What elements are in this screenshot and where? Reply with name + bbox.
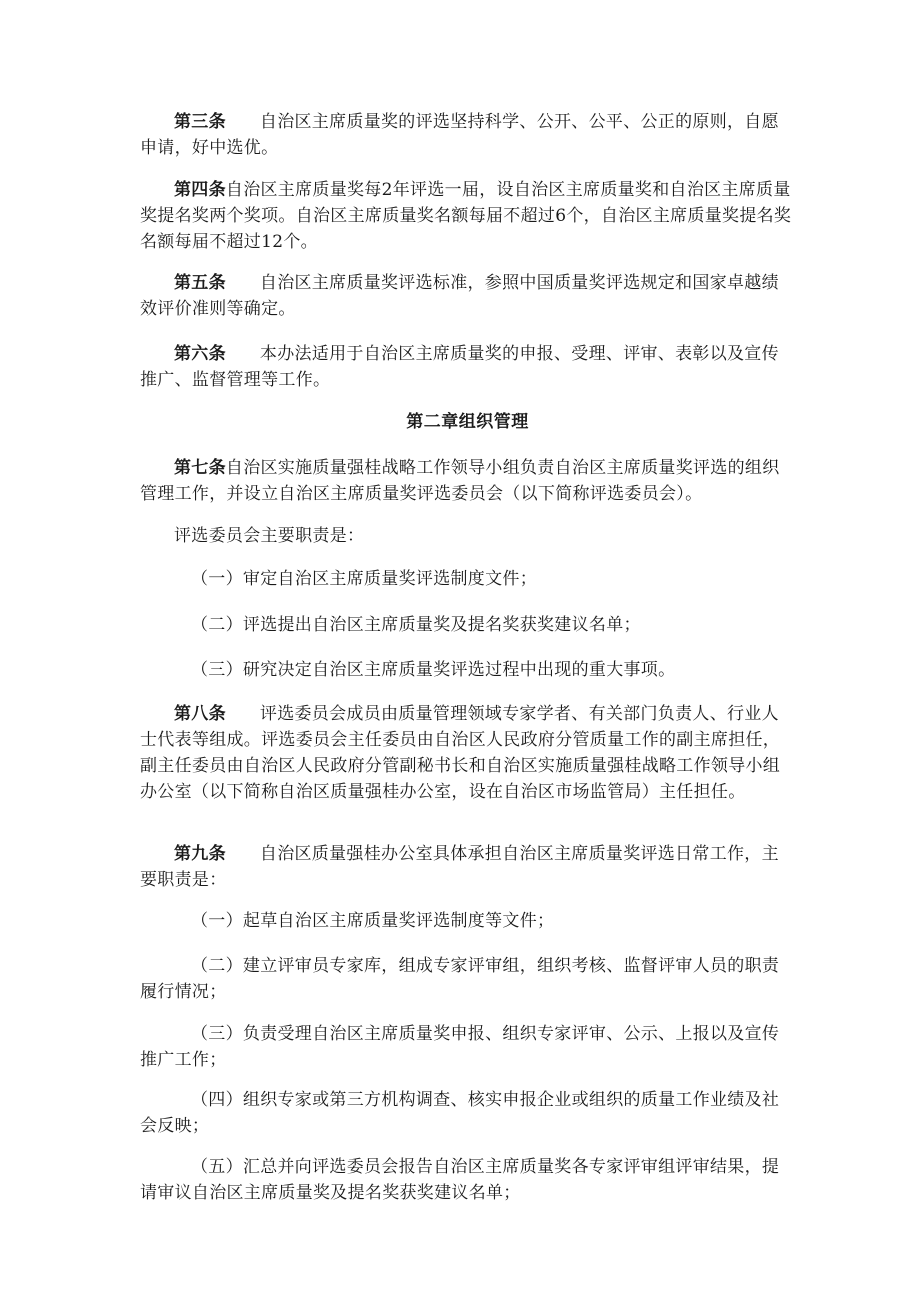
article-heading: 第四条: [174, 180, 226, 200]
article-heading: 第三条: [174, 112, 226, 132]
article-text: 评选委员会成员由质量管理领域专家学者、有关部门负责人、行业人士代表等组成。评选委员会主任委员由自治区人民政府分管质量工作的副主席担任，副主任委员由自治区人民政府分管副秘书长和自治区实施质量强桂战略工作领导小组办公室（以下简称自治区质量强桂办公室，设在自治区市场监管局）主任担任。: [140, 704, 781, 802]
article-7: [140, 455, 795, 507]
list-item: （三）负责受理自治区主席质量奖申报、组织专家评审、公示、上报以及宣传推广工作；: [140, 1024, 780, 1070]
article-4: [140, 177, 795, 255]
list-item: （二）建立评审员专家库，组成专家评审组，组织考核、监督评审人员的职责履行情况；: [140, 956, 780, 1002]
article-text: 自治区主席质量奖每2年评选一届，设自治区主席质量奖和自治区主席质量奖提名奖两个奖项。自治区主席质量奖名额每届不超过6个，自治区主席质量奖提名奖名额每届不超过12个。: [140, 180, 792, 252]
article-5: [140, 270, 795, 322]
article-heading: 第八条: [174, 704, 226, 724]
article-9: [140, 841, 795, 893]
list-item: （四）组织专家或第三方机构调查、核实申报企业或组织的质量工作业绩及社会反映；: [140, 1090, 780, 1136]
list-item: （一）起草自治区主席质量奖评选制度等文件；: [191, 911, 555, 931]
list-item: （三）研究决定自治区主席质量奖评选过程中出现的重大事项。: [191, 660, 676, 680]
chapter-title: 第二章组织管理: [406, 412, 529, 432]
article-8: [140, 701, 795, 805]
duties-intro: 评选委员会主要职责是：: [174, 526, 365, 546]
article-heading: 第五条: [174, 273, 226, 293]
article-6: [140, 341, 795, 393]
article-heading: 第六条: [174, 344, 226, 364]
article-text: 自治区质量强桂办公室具体承担自治区主席质量奖评选日常工作，主要职责是：: [140, 844, 779, 890]
article-text: 本办法适用于自治区主席质量奖的申报、受理、评审、表彰以及宣传推广、监督管理等工作。: [140, 344, 779, 390]
article-text: 自治区实施质量强桂战略工作领导小组负责自治区主席质量奖评选的组织管理工作，并设立自治区主席质量奖评选委员会（以下简称评选委员会）。: [140, 458, 780, 504]
article-text: 自治区主席质量奖评选标准，参照中国质量奖评选规定和国家卓越绩效评价准则等确定。: [140, 273, 779, 319]
article-3: [140, 109, 795, 161]
list-item: （五）汇总并向评选委员会报告自治区主席质量奖各专家评审组评审结果，提请审议自治区主席质量奖及提名奖获奖建议名单；: [140, 1157, 780, 1203]
article-heading: 第九条: [174, 844, 226, 864]
list-item: （二）评选提出自治区主席质量奖及提名奖获奖建议名单；: [191, 615, 641, 635]
article-heading: 第七条: [174, 458, 226, 478]
list-item: （一）审定自治区主席质量奖评选制度文件；: [191, 569, 537, 589]
article-text: 自治区主席质量奖的评选坚持科学、公开、公平、公正的原则，自愿申请，好中选优。: [140, 112, 779, 158]
